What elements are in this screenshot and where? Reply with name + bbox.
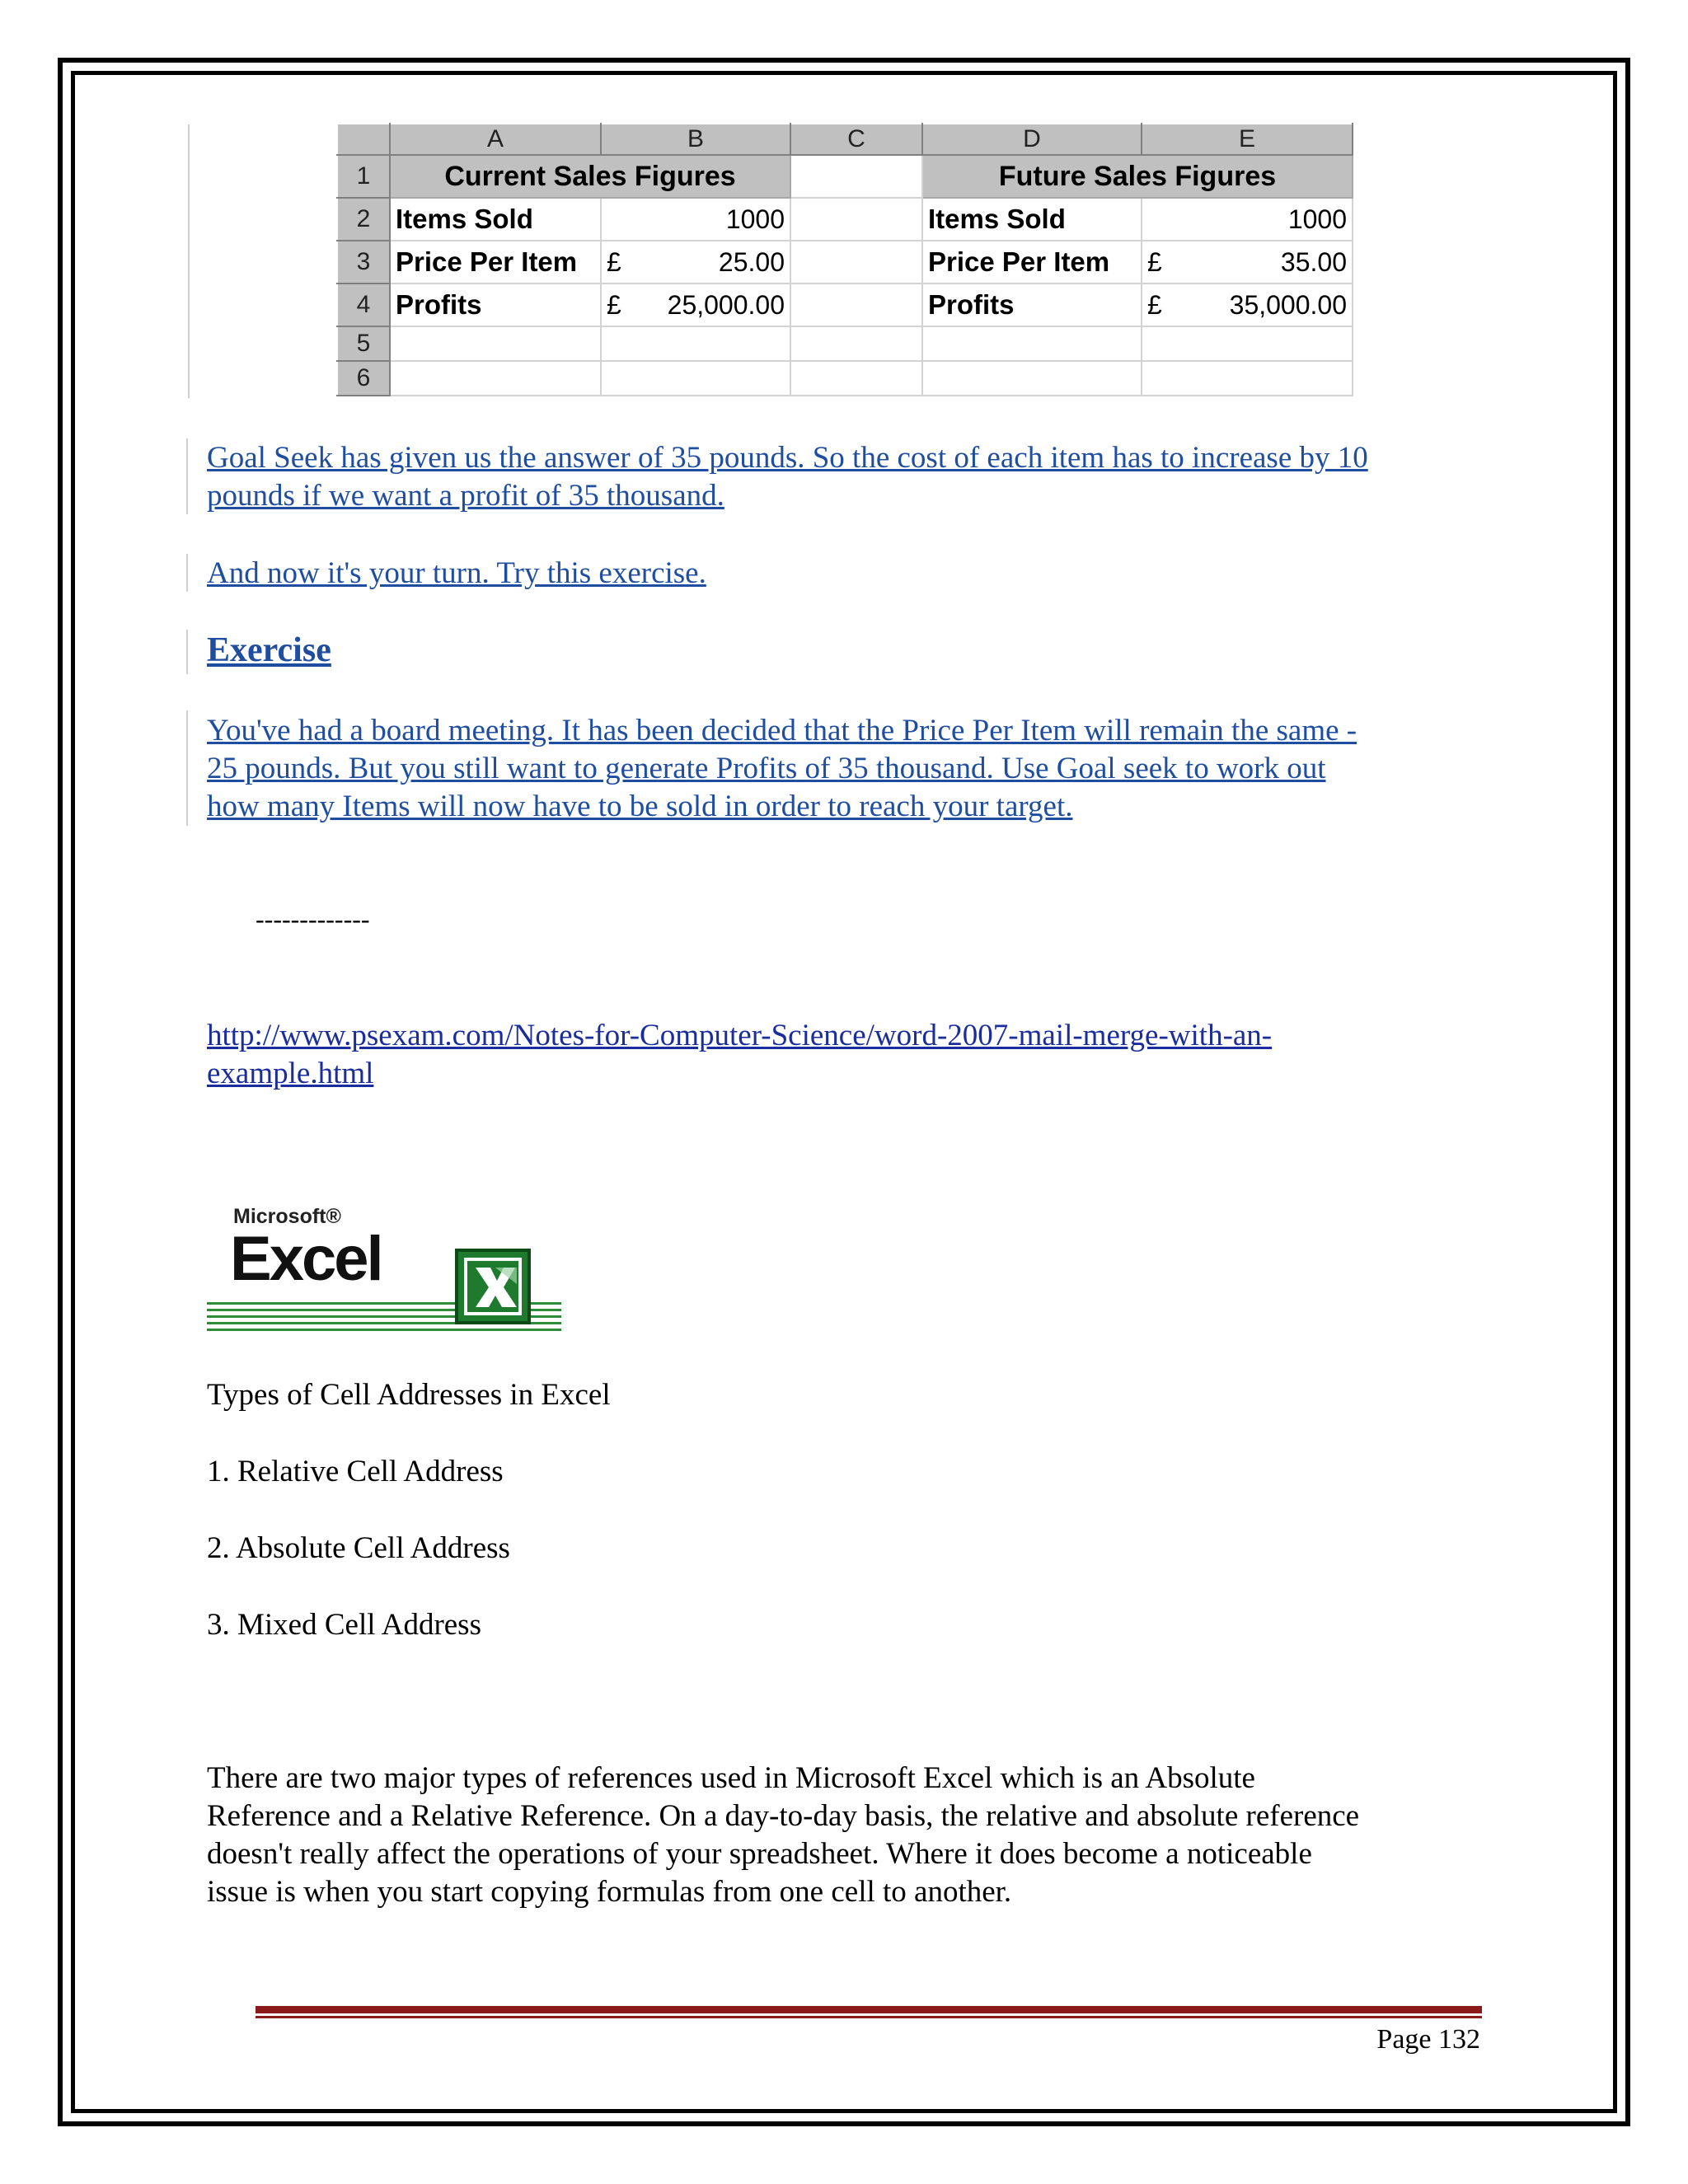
goal-seek-link-line1[interactable]: Goal Seek has given us the answer of 35 pounds. So the cost of each item has to increase by 10 bbox=[207, 441, 1368, 475]
currency-symbol: £ bbox=[1147, 289, 1162, 320]
cell bbox=[922, 361, 1142, 396]
column-header-row bbox=[337, 124, 1353, 155]
separator-text: ------------- bbox=[256, 904, 370, 934]
cell bbox=[390, 326, 601, 361]
logo-brand-word: Excel bbox=[230, 1224, 382, 1294]
column-header: D bbox=[922, 124, 1142, 155]
cell-number: 35.00 bbox=[1280, 246, 1347, 277]
row-header: 5 bbox=[337, 326, 390, 361]
url-link-line2[interactable]: example.html bbox=[207, 1057, 374, 1090]
spreadsheet-image bbox=[336, 123, 1353, 396]
cell-label: Items Sold bbox=[390, 198, 601, 241]
your-turn-paragraph bbox=[207, 555, 706, 593]
goal-seek-paragraph bbox=[207, 439, 1368, 515]
text-line: issue is when you start copying formulas from one cell to another. bbox=[207, 1875, 1012, 1909]
table-row bbox=[337, 155, 1353, 198]
text-line: Reference and a Relative Reference. On a day-to-day basis, the relative and absolute reference bbox=[207, 1799, 1360, 1833]
cell bbox=[790, 241, 922, 284]
url-link-line1[interactable]: http://www.psexam.com/Notes-for-Computer-Science/word-2007-mail-merge-with-an- bbox=[207, 1019, 1273, 1052]
header-current-sales: Current Sales Figures bbox=[390, 155, 790, 198]
cell-label: Profits bbox=[922, 284, 1142, 326]
excel-logo bbox=[207, 1205, 561, 1337]
cell bbox=[1142, 361, 1353, 396]
cell bbox=[601, 326, 790, 361]
row-header: 1 bbox=[337, 155, 390, 198]
cell bbox=[790, 155, 922, 198]
excel-x-icon bbox=[454, 1248, 532, 1325]
list-item-absolute: 2. Absolute Cell Address bbox=[207, 1531, 510, 1565]
table-row bbox=[337, 241, 1353, 284]
goal-seek-link-line2[interactable]: pounds if we want a profit of 35 thousand. bbox=[207, 479, 724, 513]
exercise-link-line3[interactable]: how many Items will now have to be sold in order to reach your target. bbox=[207, 790, 1073, 823]
cell-number: 35,000.00 bbox=[1229, 289, 1347, 320]
cell-value: 1000 bbox=[601, 198, 790, 241]
quote-bar bbox=[186, 710, 188, 826]
types-title: Types of Cell Addresses in Excel bbox=[207, 1378, 611, 1412]
cell-label: Profits bbox=[390, 284, 601, 326]
cell bbox=[1142, 326, 1353, 361]
quote-bar bbox=[186, 438, 188, 514]
column-header: B bbox=[601, 124, 790, 155]
table-row bbox=[337, 284, 1353, 326]
page-number: Page 132 bbox=[1376, 2024, 1480, 2055]
cell-label: Price Per Item bbox=[390, 241, 601, 284]
your-turn-link[interactable]: And now it's your turn. Try this exercise. bbox=[207, 556, 706, 590]
cell bbox=[390, 361, 601, 396]
url-paragraph bbox=[207, 1017, 1272, 1093]
quote-bar bbox=[186, 630, 188, 674]
exercise-link-line2[interactable]: 25 pounds. But you still want to generate Profits of 35 thousand. Use Goal seek to work out bbox=[207, 752, 1326, 785]
quote-bar bbox=[188, 124, 190, 398]
cell-value bbox=[601, 241, 790, 284]
cell-value bbox=[1142, 241, 1353, 284]
cell-value: 1000 bbox=[1142, 198, 1353, 241]
text-line: doesn't really affect the operations of your spreadsheet. Where it does become a noticeable bbox=[207, 1837, 1312, 1871]
cell bbox=[790, 326, 922, 361]
column-header: A bbox=[390, 124, 601, 155]
exercise-heading[interactable]: Exercise bbox=[207, 631, 331, 669]
row-header: 4 bbox=[337, 284, 390, 326]
row-header: 2 bbox=[337, 198, 390, 241]
currency-symbol: £ bbox=[607, 289, 621, 320]
cell-number: 25,000.00 bbox=[667, 289, 785, 320]
cell bbox=[790, 361, 922, 396]
cell bbox=[922, 326, 1142, 361]
table-row bbox=[337, 326, 1353, 361]
text-line[interactable] bbox=[207, 477, 1368, 515]
list-item-mixed: 3. Mixed Cell Address bbox=[207, 1608, 481, 1642]
header-future-sales: Future Sales Figures bbox=[922, 155, 1353, 198]
exercise-paragraph bbox=[207, 712, 1357, 826]
row-header: 3 bbox=[337, 241, 390, 284]
currency-symbol: £ bbox=[1147, 246, 1162, 277]
text-line[interactable] bbox=[207, 439, 1368, 477]
cell-label: Price Per Item bbox=[922, 241, 1142, 284]
quote-bar bbox=[186, 554, 188, 592]
cell bbox=[790, 198, 922, 241]
list-item-relative: 1. Relative Cell Address bbox=[207, 1455, 504, 1488]
text-line: There are two major types of references used in Microsoft Excel which is an Absolute bbox=[207, 1761, 1255, 1795]
footer-rule bbox=[256, 2006, 1482, 2013]
column-header: E bbox=[1142, 124, 1353, 155]
references-paragraph bbox=[207, 1760, 1359, 1911]
currency-symbol: £ bbox=[607, 246, 621, 277]
cell-number: 25.00 bbox=[718, 246, 785, 277]
logo-brand-small: Microsoft® bbox=[233, 1205, 341, 1228]
cell-value bbox=[601, 284, 790, 326]
table-row bbox=[337, 361, 1353, 396]
cell-label: Items Sold bbox=[922, 198, 1142, 241]
corner-cell bbox=[337, 124, 390, 155]
table-row bbox=[337, 198, 1353, 241]
column-header: C bbox=[790, 124, 922, 155]
row-header: 6 bbox=[337, 361, 390, 396]
cell bbox=[601, 361, 790, 396]
footer-rule-thin bbox=[256, 2016, 1482, 2018]
exercise-heading-block bbox=[207, 631, 331, 671]
spreadsheet-grid bbox=[336, 123, 1353, 396]
cell bbox=[790, 284, 922, 326]
exercise-link-line1[interactable]: You've had a board meeting. It has been decided that the Price Per Item will remain the same - bbox=[207, 714, 1357, 748]
cell-value bbox=[1142, 284, 1353, 326]
